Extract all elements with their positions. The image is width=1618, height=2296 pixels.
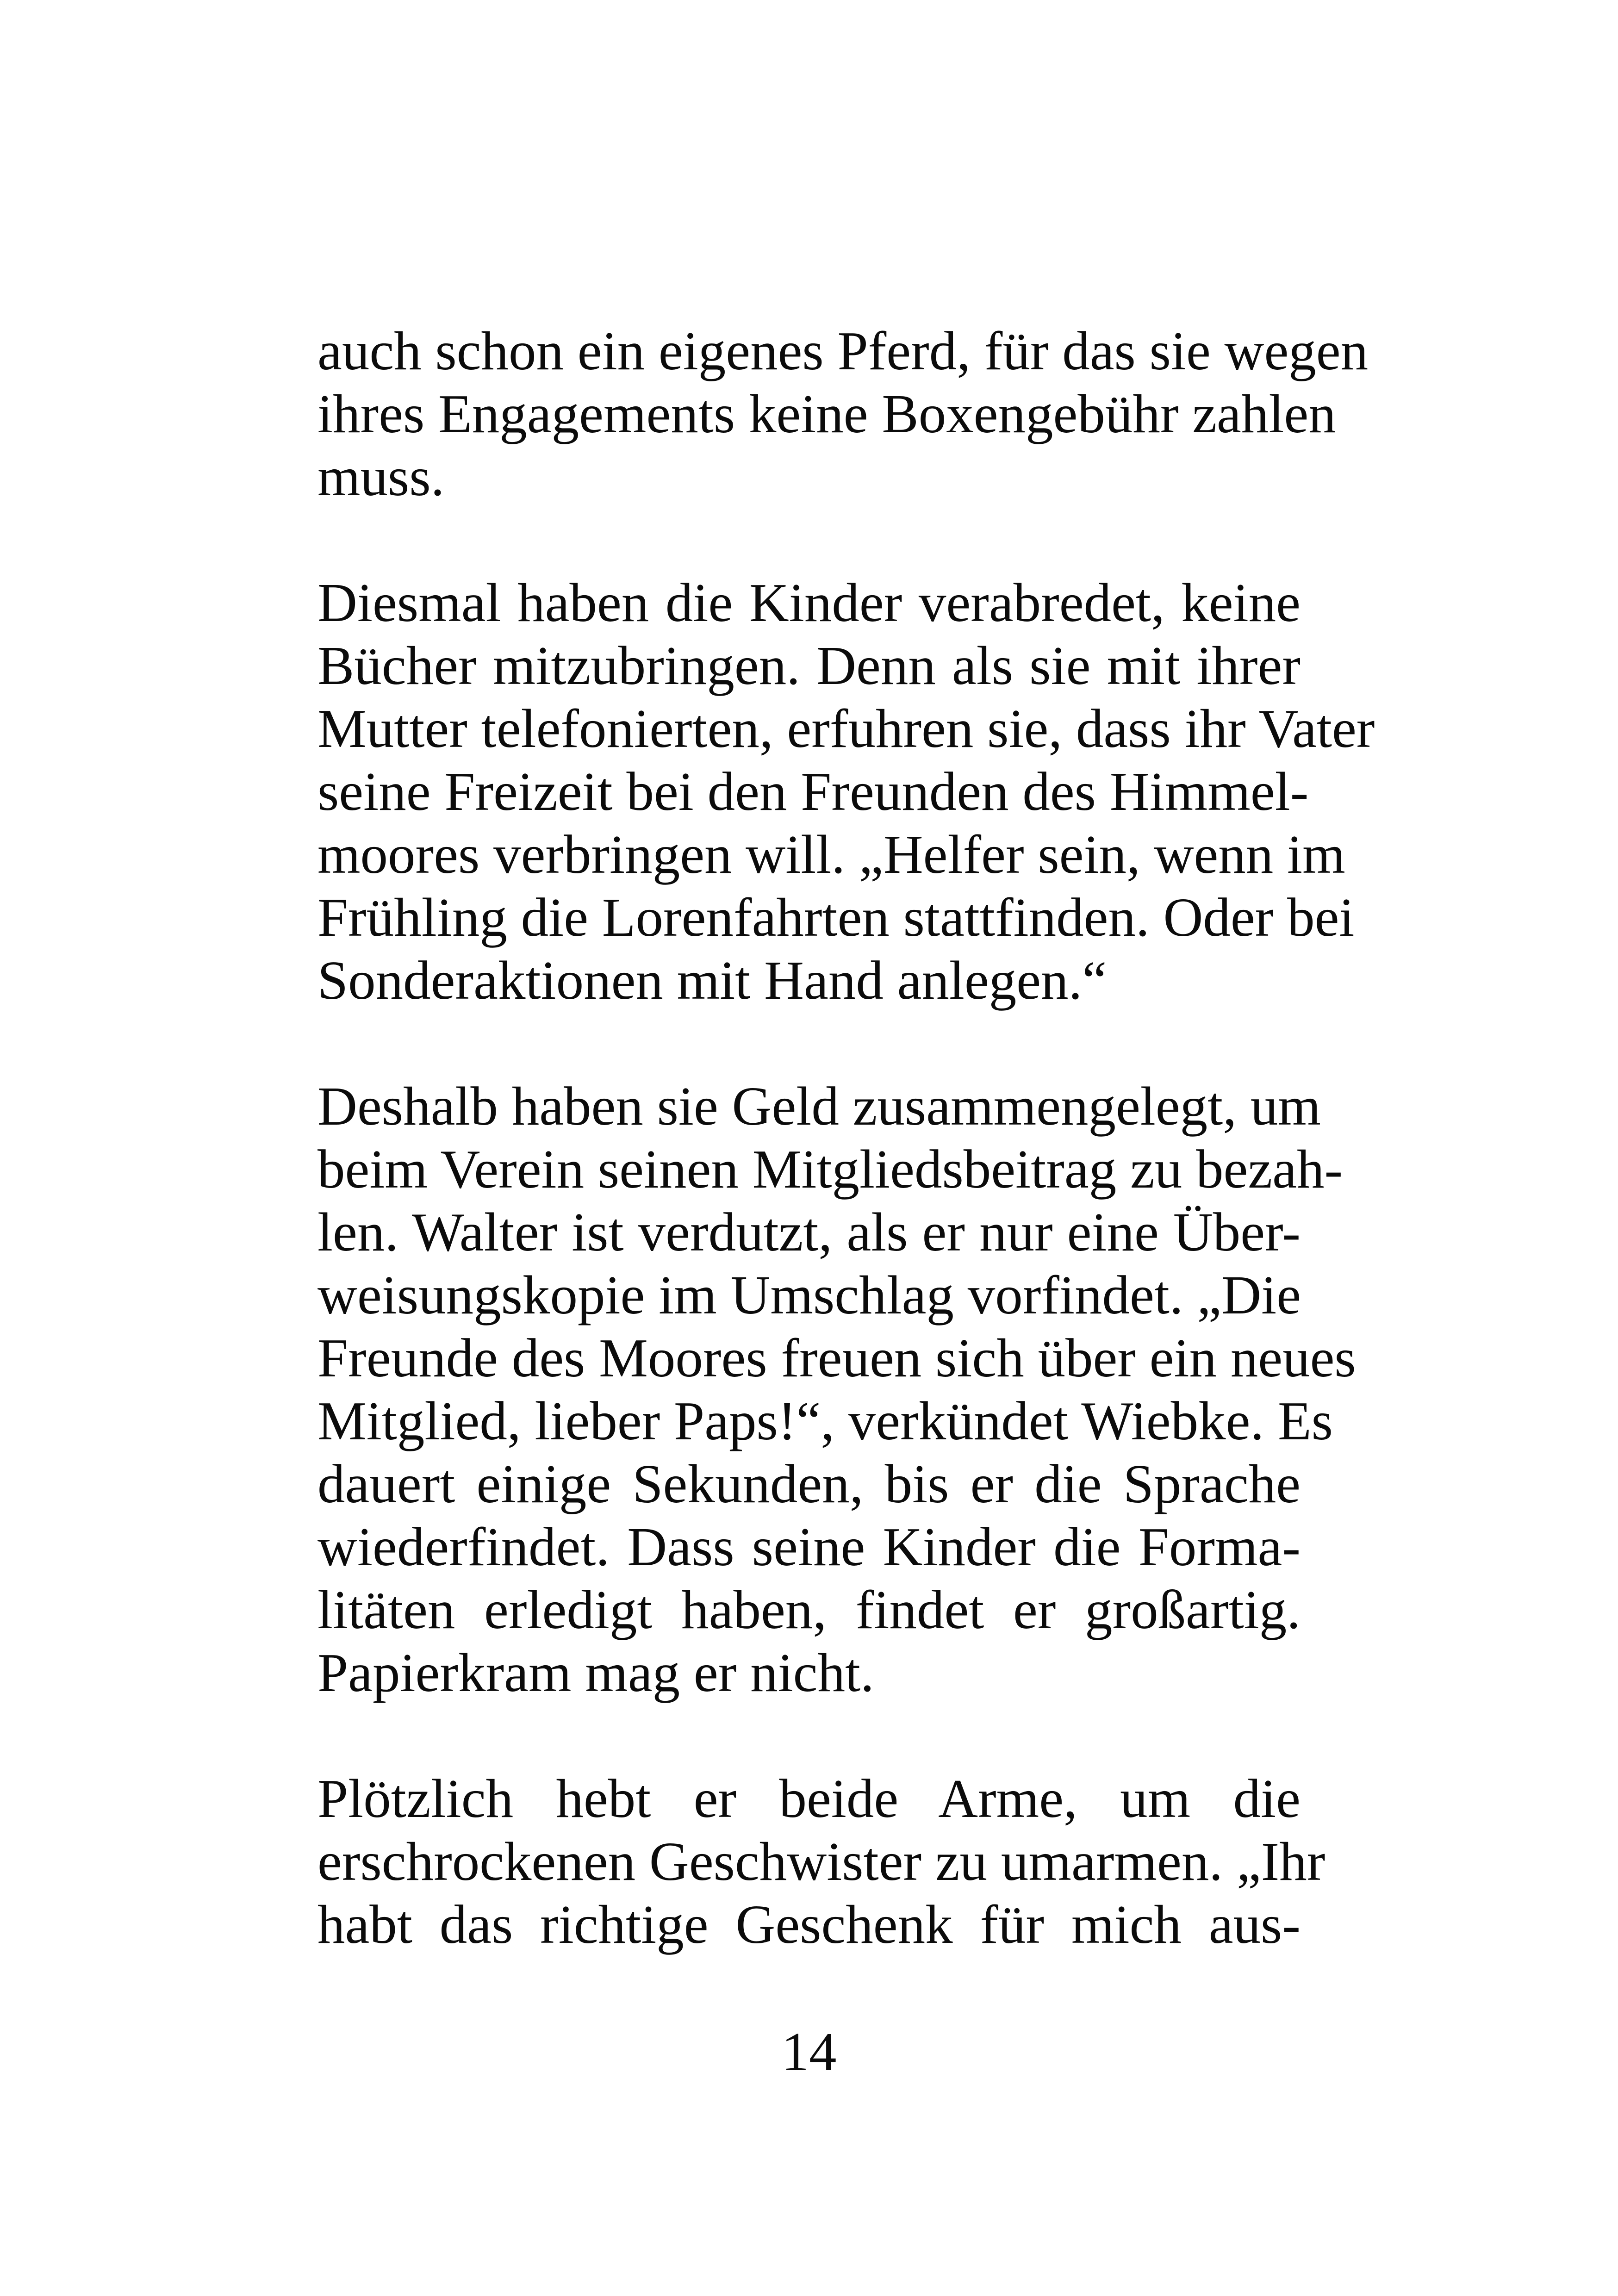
text-line: moores verbringen will. „Helfer sein, wenn im <box>317 824 1345 885</box>
text-line: Deshalb haben sie Geld zusammengelegt, um <box>317 1076 1321 1137</box>
body-text <box>317 319 1375 1956</box>
text-line: seine Freizeit bei den Freunden des Himmel- <box>317 761 1309 822</box>
text-line: Plötzlich hebt er beide Arme, um die <box>317 1768 1301 1829</box>
text-line: Diesmal haben die Kinder verabredet, keine <box>317 572 1301 633</box>
text-line: ihres Engagements keine Boxengebühr zahlen <box>317 383 1336 444</box>
text-line: Sonderaktionen mit Hand anlegen.“ <box>317 950 1107 1011</box>
paragraph-gap <box>317 508 1301 571</box>
text-line: Frühling die Lorenfahrten stattfinden. Oder bei <box>317 887 1355 948</box>
text-line: muss. <box>317 446 445 507</box>
text-line: litäten erledigt haben, findet er großartig. <box>317 1579 1301 1640</box>
text-line: Freunde des Moores freuen sich über ein neues <box>317 1327 1356 1388</box>
text-line: beim Verein seinen Mitgliedsbeitrag zu bezah- <box>317 1139 1343 1200</box>
paragraph-gap <box>317 1704 1301 1767</box>
text-line: weisungskopie im Umschlag vorfindet. „Die <box>317 1264 1301 1325</box>
text-line: len. Walter ist verdutzt, als er nur eine Über- <box>317 1201 1301 1263</box>
text-line: Papierkram mag er nicht. <box>317 1642 874 1703</box>
text-line: Mutter telefonierten, erfuhren sie, dass ihr Vater <box>317 698 1375 759</box>
text-line: Mitglied, lieber Paps!“, verkündet Wiebke. Es <box>317 1390 1333 1451</box>
text-line: Bücher mitzubringen. Denn als sie mit ihrer <box>317 635 1301 696</box>
text-line: habt das richtige Geschenk für mich aus- <box>317 1894 1301 1955</box>
text-line: auch schon ein eigenes Pferd, für das sie wegen <box>317 320 1369 381</box>
text-line: erschrockenen Geschwister zu umarmen. „Ihr <box>317 1831 1326 1892</box>
paragraph-gap <box>317 1012 1301 1075</box>
text-line: wiederfindet. Dass seine Kinder die Forma- <box>317 1516 1301 1577</box>
text-line: dauert einige Sekunden, bis er die Sprache <box>317 1453 1301 1514</box>
page-number: 14 <box>781 2021 837 2082</box>
